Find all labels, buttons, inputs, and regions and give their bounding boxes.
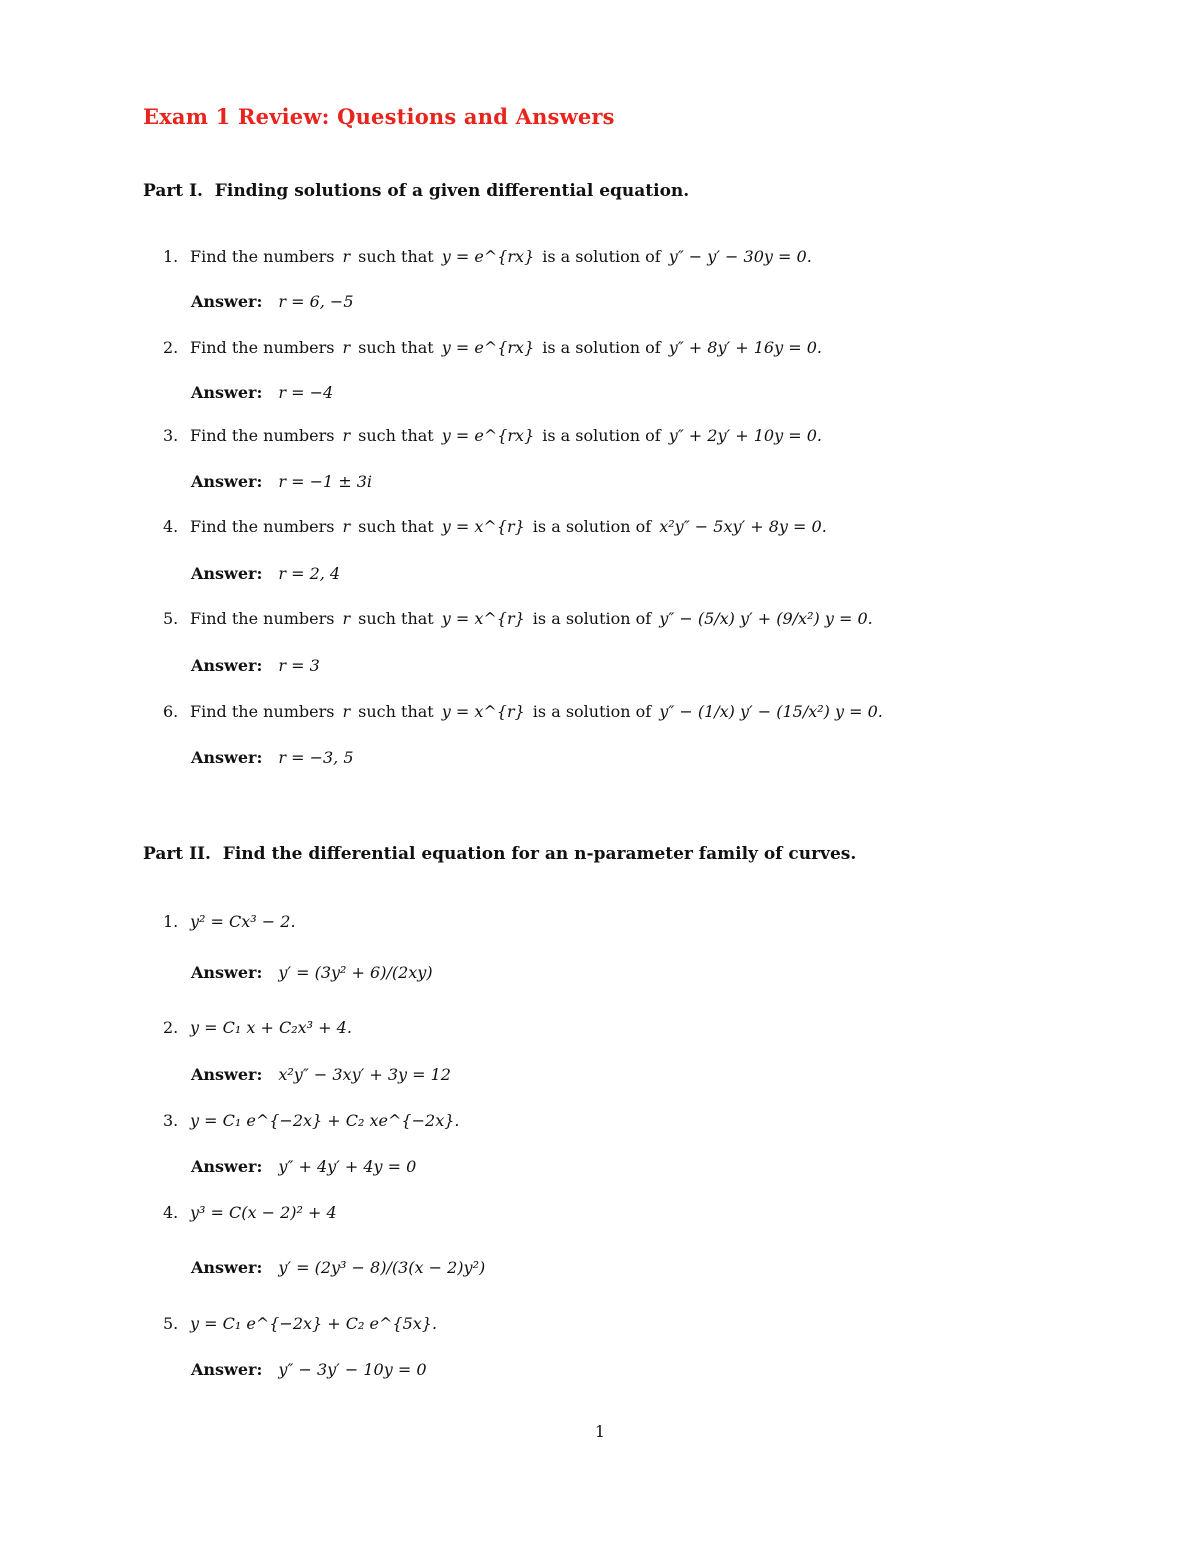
trial-solution: y = x^{r} xyxy=(441,608,525,628)
question-row xyxy=(163,691,883,731)
question-text: Find the numbers xyxy=(190,608,335,628)
answer-label: Answer: xyxy=(191,291,263,311)
answer-value: r = −4 xyxy=(278,382,334,402)
differential-equation: y″ − (1/x) y′ − (15/x²) y = 0. xyxy=(659,701,883,721)
answer-row xyxy=(191,1146,416,1186)
answer-row xyxy=(191,1247,485,1287)
answer-label: Answer: xyxy=(191,1359,263,1379)
question-number: 4. xyxy=(163,516,179,536)
answer-value: y″ − 3y′ − 10y = 0 xyxy=(278,1359,427,1379)
answer-label: Answer: xyxy=(191,655,263,675)
answer-label: Answer: xyxy=(191,563,263,583)
question-number: 3. xyxy=(163,1110,179,1130)
question-row xyxy=(163,901,296,941)
math-variable: r xyxy=(342,516,351,536)
differential-equation: x²y″ − 5xy′ + 8y = 0. xyxy=(659,516,827,536)
question-text: Find the numbers xyxy=(190,425,335,445)
question-number: 5. xyxy=(163,608,179,628)
question-text: Find the numbers xyxy=(190,516,335,536)
question-number: 2. xyxy=(163,1017,179,1037)
part2-heading-text: Find the differential equation for an n-parameter family of curves. xyxy=(222,844,857,864)
answer-row xyxy=(191,737,354,777)
question-text: such that xyxy=(358,337,434,357)
question-text: such that xyxy=(358,516,434,536)
question-text: is a solution of xyxy=(542,337,661,357)
answer-label: Answer: xyxy=(191,471,263,491)
part2-heading xyxy=(143,844,856,864)
question-text: Find the numbers xyxy=(190,701,335,721)
trial-solution: y = e^{rx} xyxy=(441,246,535,266)
answer-value: r = 2, 4 xyxy=(278,563,341,583)
answer-value: y″ + 4y′ + 4y = 0 xyxy=(278,1156,417,1176)
answer-value: r = −1 ± 3i xyxy=(278,471,373,491)
answer-row xyxy=(191,952,433,992)
answer-label: Answer: xyxy=(191,1257,263,1277)
trial-solution: y = e^{rx} xyxy=(441,425,535,445)
math-variable: r xyxy=(342,425,351,445)
answer-row xyxy=(191,553,340,593)
answer-value: r = 6, −5 xyxy=(278,291,354,311)
answer-label: Answer: xyxy=(191,962,263,982)
curve-family-equation: y = C₁ e^{−2x} + C₂ xe^{−2x}. xyxy=(190,1110,460,1130)
question-text: Find the numbers xyxy=(190,246,335,266)
answer-row xyxy=(191,372,333,412)
question-text: such that xyxy=(358,608,434,628)
answer-label: Answer: xyxy=(191,1064,263,1084)
part1-heading-text: Finding solutions of a given differential equation. xyxy=(214,181,690,201)
answer-value: r = −3, 5 xyxy=(278,747,354,767)
math-variable: r xyxy=(342,337,351,357)
differential-equation: y″ − y′ − 30y = 0. xyxy=(668,246,812,266)
trial-solution: y = x^{r} xyxy=(441,701,525,721)
question-row xyxy=(163,1192,337,1232)
curve-family-equation: y³ = C(x − 2)² + 4 xyxy=(190,1202,337,1222)
curve-family-equation: y = C₁ e^{−2x} + C₂ e^{5x}. xyxy=(190,1313,438,1333)
curve-family-equation: y = C₁ x + C₂x³ + 4. xyxy=(190,1017,352,1037)
question-row xyxy=(163,415,822,455)
part1-label: Part I. xyxy=(143,181,203,201)
math-variable: r xyxy=(342,246,351,266)
answer-row xyxy=(191,1054,451,1094)
answer-label: Answer: xyxy=(191,382,263,402)
differential-equation: y″ + 2y′ + 10y = 0. xyxy=(668,425,822,445)
question-row xyxy=(163,598,873,638)
answer-row xyxy=(191,1349,427,1389)
question-text: is a solution of xyxy=(542,425,661,445)
question-text: is a solution of xyxy=(532,701,652,721)
question-row xyxy=(163,506,827,546)
part2-label: Part II. xyxy=(143,844,211,864)
trial-solution: y = x^{r} xyxy=(441,516,525,536)
question-text: Find the numbers xyxy=(190,337,335,357)
question-text: such that xyxy=(358,425,434,445)
question-number: 3. xyxy=(163,425,179,445)
question-number: 4. xyxy=(163,1202,179,1222)
answer-row xyxy=(191,281,354,321)
answer-label: Answer: xyxy=(191,1156,263,1176)
question-row xyxy=(163,1303,437,1343)
math-variable: r xyxy=(342,701,351,721)
answer-value: x²y″ − 3xy′ + 3y = 12 xyxy=(278,1064,451,1084)
answer-row xyxy=(191,645,320,685)
question-text: such that xyxy=(358,701,434,721)
part1-heading xyxy=(143,181,689,201)
question-text: is a solution of xyxy=(542,246,661,266)
question-row xyxy=(163,1007,352,1047)
question-row xyxy=(163,327,822,367)
question-number: 1. xyxy=(163,911,179,931)
question-text: such that xyxy=(358,246,434,266)
question-number: 6. xyxy=(163,701,179,721)
answer-value: y′ = (3y² + 6)/(2xy) xyxy=(278,962,433,982)
answer-label: Answer: xyxy=(191,747,263,767)
question-number: 2. xyxy=(163,337,179,357)
differential-equation: y″ + 8y′ + 16y = 0. xyxy=(668,337,822,357)
page-title: Exam 1 Review: Questions and Answers xyxy=(143,104,615,129)
answer-value: r = 3 xyxy=(278,655,320,675)
answer-row xyxy=(191,461,372,501)
question-text: is a solution of xyxy=(532,516,652,536)
question-row xyxy=(163,1100,459,1140)
math-variable: r xyxy=(342,608,351,628)
question-row xyxy=(163,236,812,276)
question-number: 1. xyxy=(163,246,179,266)
page-number: 1 xyxy=(594,1422,606,1441)
answer-value: y′ = (2y³ − 8)/(3(x − 2)y²) xyxy=(278,1257,486,1277)
question-number: 5. xyxy=(163,1313,179,1333)
differential-equation: y″ − (5/x) y′ + (9/x²) y = 0. xyxy=(659,608,873,628)
curve-family-equation: y² = Cx³ − 2. xyxy=(190,911,296,931)
trial-solution: y = e^{rx} xyxy=(441,337,535,357)
question-text: is a solution of xyxy=(532,608,652,628)
